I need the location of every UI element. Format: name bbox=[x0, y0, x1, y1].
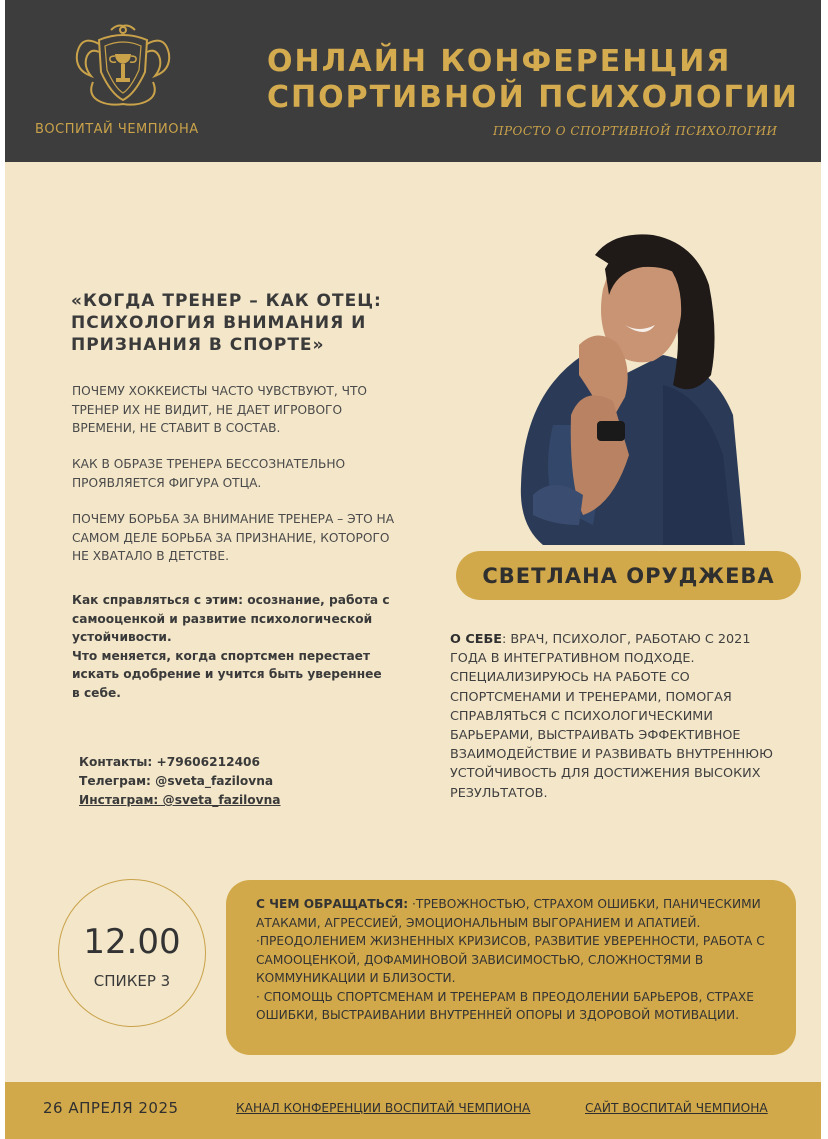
talk-point-1: ПОЧЕМУ ХОККЕИСТЫ ЧАСТО ЧУВСТВУЮТ, ЧТО ТРЕНЕР ИХ НЕ ВИДИТ, НЕ ДАЕТ ИГРОВОГО ВРЕМЕНИ, НЕ СТАВИТ В СОСТАВ. bbox=[72, 384, 368, 435]
poster bbox=[5, 0, 821, 1139]
request-item-1-text: ·ТРЕВОЖНОСТЬЮ, СТРАХОМ ОШИБКИ, ПАНИЧЕСКИМИ АТАКАМИ, АГРЕССИЕЙ, ЭМОЦИОНАЛЬНЫМ ВЫГОРАНИЕМ И АПАТИЕЙ. bbox=[256, 897, 761, 930]
speaker-name-pill: СВЕТЛАНА ОРУДЖЕВА bbox=[456, 551, 801, 600]
speaker-photo bbox=[513, 225, 765, 555]
requests-label: С ЧЕМ ОБРАЩАТЬСЯ: bbox=[256, 897, 409, 911]
tagline: ПРОСТО О СПОРТИВНОЙ ПСИХОЛОГИИ bbox=[493, 124, 778, 138]
crest-logo-icon bbox=[71, 22, 175, 108]
coping-line-1: Как справляться с этим: осознание, работа с самооценкой и развитие психологической устойчивости. bbox=[72, 593, 390, 644]
speaker-number: СПИКЕР 3 bbox=[93, 972, 171, 990]
event-date: 26 АПРЕЛЯ 2025 bbox=[43, 1099, 179, 1117]
channel-link[interactable]: КАНАЛ КОНФЕРЕНЦИИ ВОСПИТАЙ ЧЕМПИОНА bbox=[236, 1101, 531, 1115]
contacts bbox=[79, 753, 281, 810]
talk-point-3: ПОЧЕМУ БОРЬБА ЗА ВНИМАНИЕ ТРЕНЕРА – ЭТО НА САМОМ ДЕЛЕ БОРЬБА ЗА ПРИЗНАНИЕ, КОТОРОГО НЕ ХВАТАЛО В ДЕТСТВЕ. bbox=[72, 512, 395, 563]
coping-line-2: Что меняется, когда спортсмен перестает искать одобрение и учится быть увереннее в себе. bbox=[72, 648, 382, 700]
contact-instagram[interactable]: Инстаграм: @sveta_fazilovna bbox=[79, 793, 281, 807]
footer bbox=[5, 1082, 821, 1139]
logo-text: ВОСПИТАЙ ЧЕМПИОНА bbox=[35, 122, 199, 137]
about-label: О СЕБЕ bbox=[450, 632, 502, 647]
coping-text bbox=[72, 591, 392, 702]
speaker-about bbox=[450, 630, 780, 803]
about-text: : ВРАЧ, ПСИХОЛОГ, РАБОТАЮ С 2021 ГОДА В ИНТЕГРАТИВНОМ ПОДХОДЕ. СПЕЦИАЛИЗИРУЮСЬ НА РАБОТЕ СО СПОРТСМЕНАМИ И ТРЕНЕРАМИ, ПОМОГАЯ СПРАВЛЯТЬСЯ С ПСИХОЛОГИЧЕСКИМИ БАРЬЕРАМИ, ВЫСТРАИВАТЬ ЭФФЕКТИВНОЕ ВЗАИМОДЕЙСТВИЕ И РАЗВИВАТЬ ВНУТРЕННЮЮ УСТОЙЧИВОСТЬ ДЛЯ ДОСТИЖЕНИЯ ВЫСОКИХ РЕЗУЛЬТАТОВ. bbox=[450, 632, 773, 801]
talk-topic: «КОГДА ТРЕНЕР – КАК ОТЕЦ: ПСИХОЛОГИЯ ВНИМАНИЯ И ПРИЗНАНИЯ В СПОРТЕ» bbox=[71, 291, 382, 355]
contact-telegram[interactable]: Телеграм: @sveta_fazilovna bbox=[79, 774, 274, 788]
contact-phone[interactable]: Контакты: +79606212406 bbox=[79, 755, 261, 769]
request-item-2: ·ПРЕОДОЛЕНИЕМ ЖИЗНЕННЫХ КРИЗИСОВ, РАЗВИТИЕ УВЕРЕННОСТИ, РАБОТА С САМООЦЕНКОЙ, ДОФАМИНОВОЙ ЗАВИСИМОСТЬЮ, СЛОЖНОСТЯМИ В КОММУНИКАЦИИ И БЛИЗОСТИ. bbox=[256, 934, 765, 985]
title-line-1: ОНЛАЙН КОНФЕРЕНЦИЯ bbox=[267, 44, 732, 79]
title-line-2: СПОРТИВНОЙ ПСИХОЛОГИИ bbox=[267, 80, 799, 115]
talk-point-2: КАК В ОБРАЗЕ ТРЕНЕРА БЕССОЗНАТЕЛЬНО ПРОЯВЛЯЕТСЯ ФИГУРА ОТЦА. bbox=[72, 457, 346, 490]
talk-time: 12.00 bbox=[83, 922, 181, 962]
request-item-1 bbox=[256, 895, 791, 932]
header bbox=[5, 0, 821, 162]
request-item-3: · СПОМОЩЬ СПОРТСМЕНАМ И ТРЕНЕРАМ В ПРЕОДОЛЕНИИ БАРЬЕРОВ, СТРАХЕ ОШИБКИ, ВЫСТРАИВАНИИ ВНУТРЕННЕЙ ОПОРЫ И ЗДОРОВОЙ МОТИВАЦИИ. bbox=[256, 989, 754, 1022]
conference-title bbox=[267, 44, 799, 116]
time-circle bbox=[58, 879, 206, 1027]
requests-box bbox=[226, 880, 796, 1055]
site-link[interactable]: САЙТ ВОСПИТАЙ ЧЕМПИОНА bbox=[585, 1101, 768, 1115]
requests-text bbox=[256, 895, 791, 1025]
